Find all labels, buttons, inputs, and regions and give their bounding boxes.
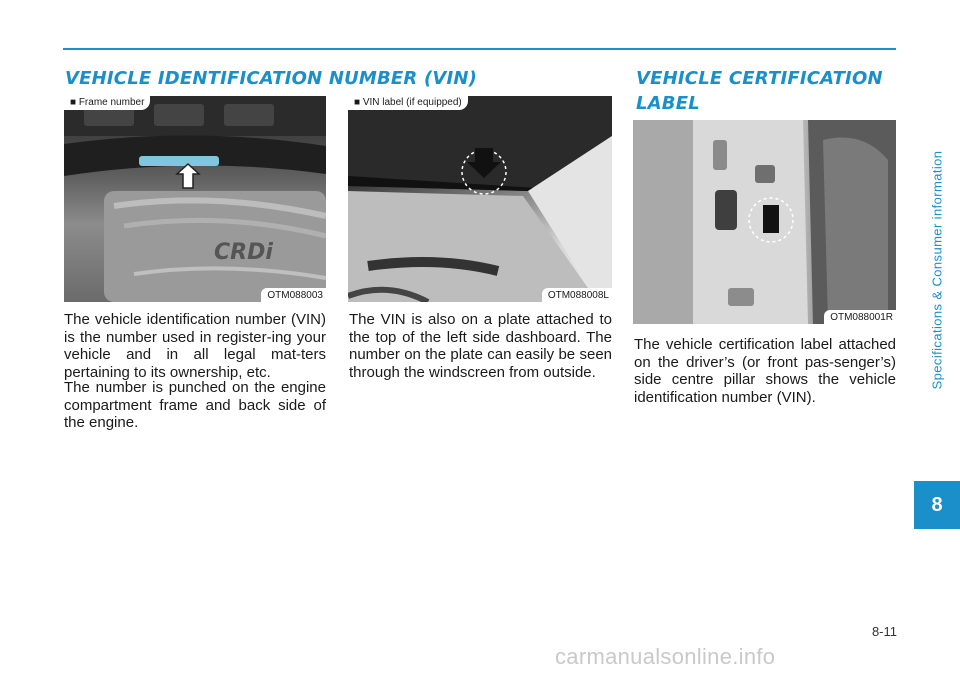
chapter-side-label: Specifications & Consumer information (929, 150, 945, 390)
cert-paragraph: The vehicle certification label attached on the driver’s (or front pas-senger’s) side centre pillar shows the vehicle identification number (VIN). (634, 336, 896, 406)
cert-section-title: VEHICLE CERTIFICATION LABEL (636, 68, 883, 114)
vin-paragraph-3: The VIN is also on a plate attached to the top of the left side dashboard. The number on the plate can easily be seen through the windscreen from outside. (349, 311, 612, 381)
vin-paragraph-1: The vehicle identification number (VIN) is the number used in register-ing your vehicle and in all legal mat-ters pertaining to its ownership, etc. (64, 311, 326, 381)
windscreen-illustration (348, 96, 612, 302)
certification-label-photo (633, 120, 896, 324)
page-number: 8-11 (871, 624, 897, 639)
frame-number-photo (64, 96, 326, 302)
vin-section-title: VEHICLE IDENTIFICATION NUMBER (VIN) (65, 68, 478, 89)
figure-code: OTM088003 (261, 288, 326, 302)
figure-code: OTM088008L (542, 288, 612, 302)
header-rule (63, 48, 896, 50)
chapter-number-badge: 8 (914, 481, 960, 529)
figure-caption: ■ Frame number (64, 96, 150, 110)
figure-caption: ■ VIN label (if equipped) (348, 96, 468, 110)
watermark-text: carmanualsonline.info (555, 644, 776, 669)
centre-pillar-illustration (633, 120, 896, 324)
crdi-emblem-text: CRDi (214, 240, 273, 265)
figure-code: OTM088001R (824, 310, 896, 324)
engine-bay-illustration (64, 96, 326, 302)
vin-label-photo (348, 96, 612, 302)
up-arrow-icon (177, 164, 199, 188)
vin-paragraph-2: The number is punched on the engine compartment frame and back side of the engine. (64, 379, 326, 431)
